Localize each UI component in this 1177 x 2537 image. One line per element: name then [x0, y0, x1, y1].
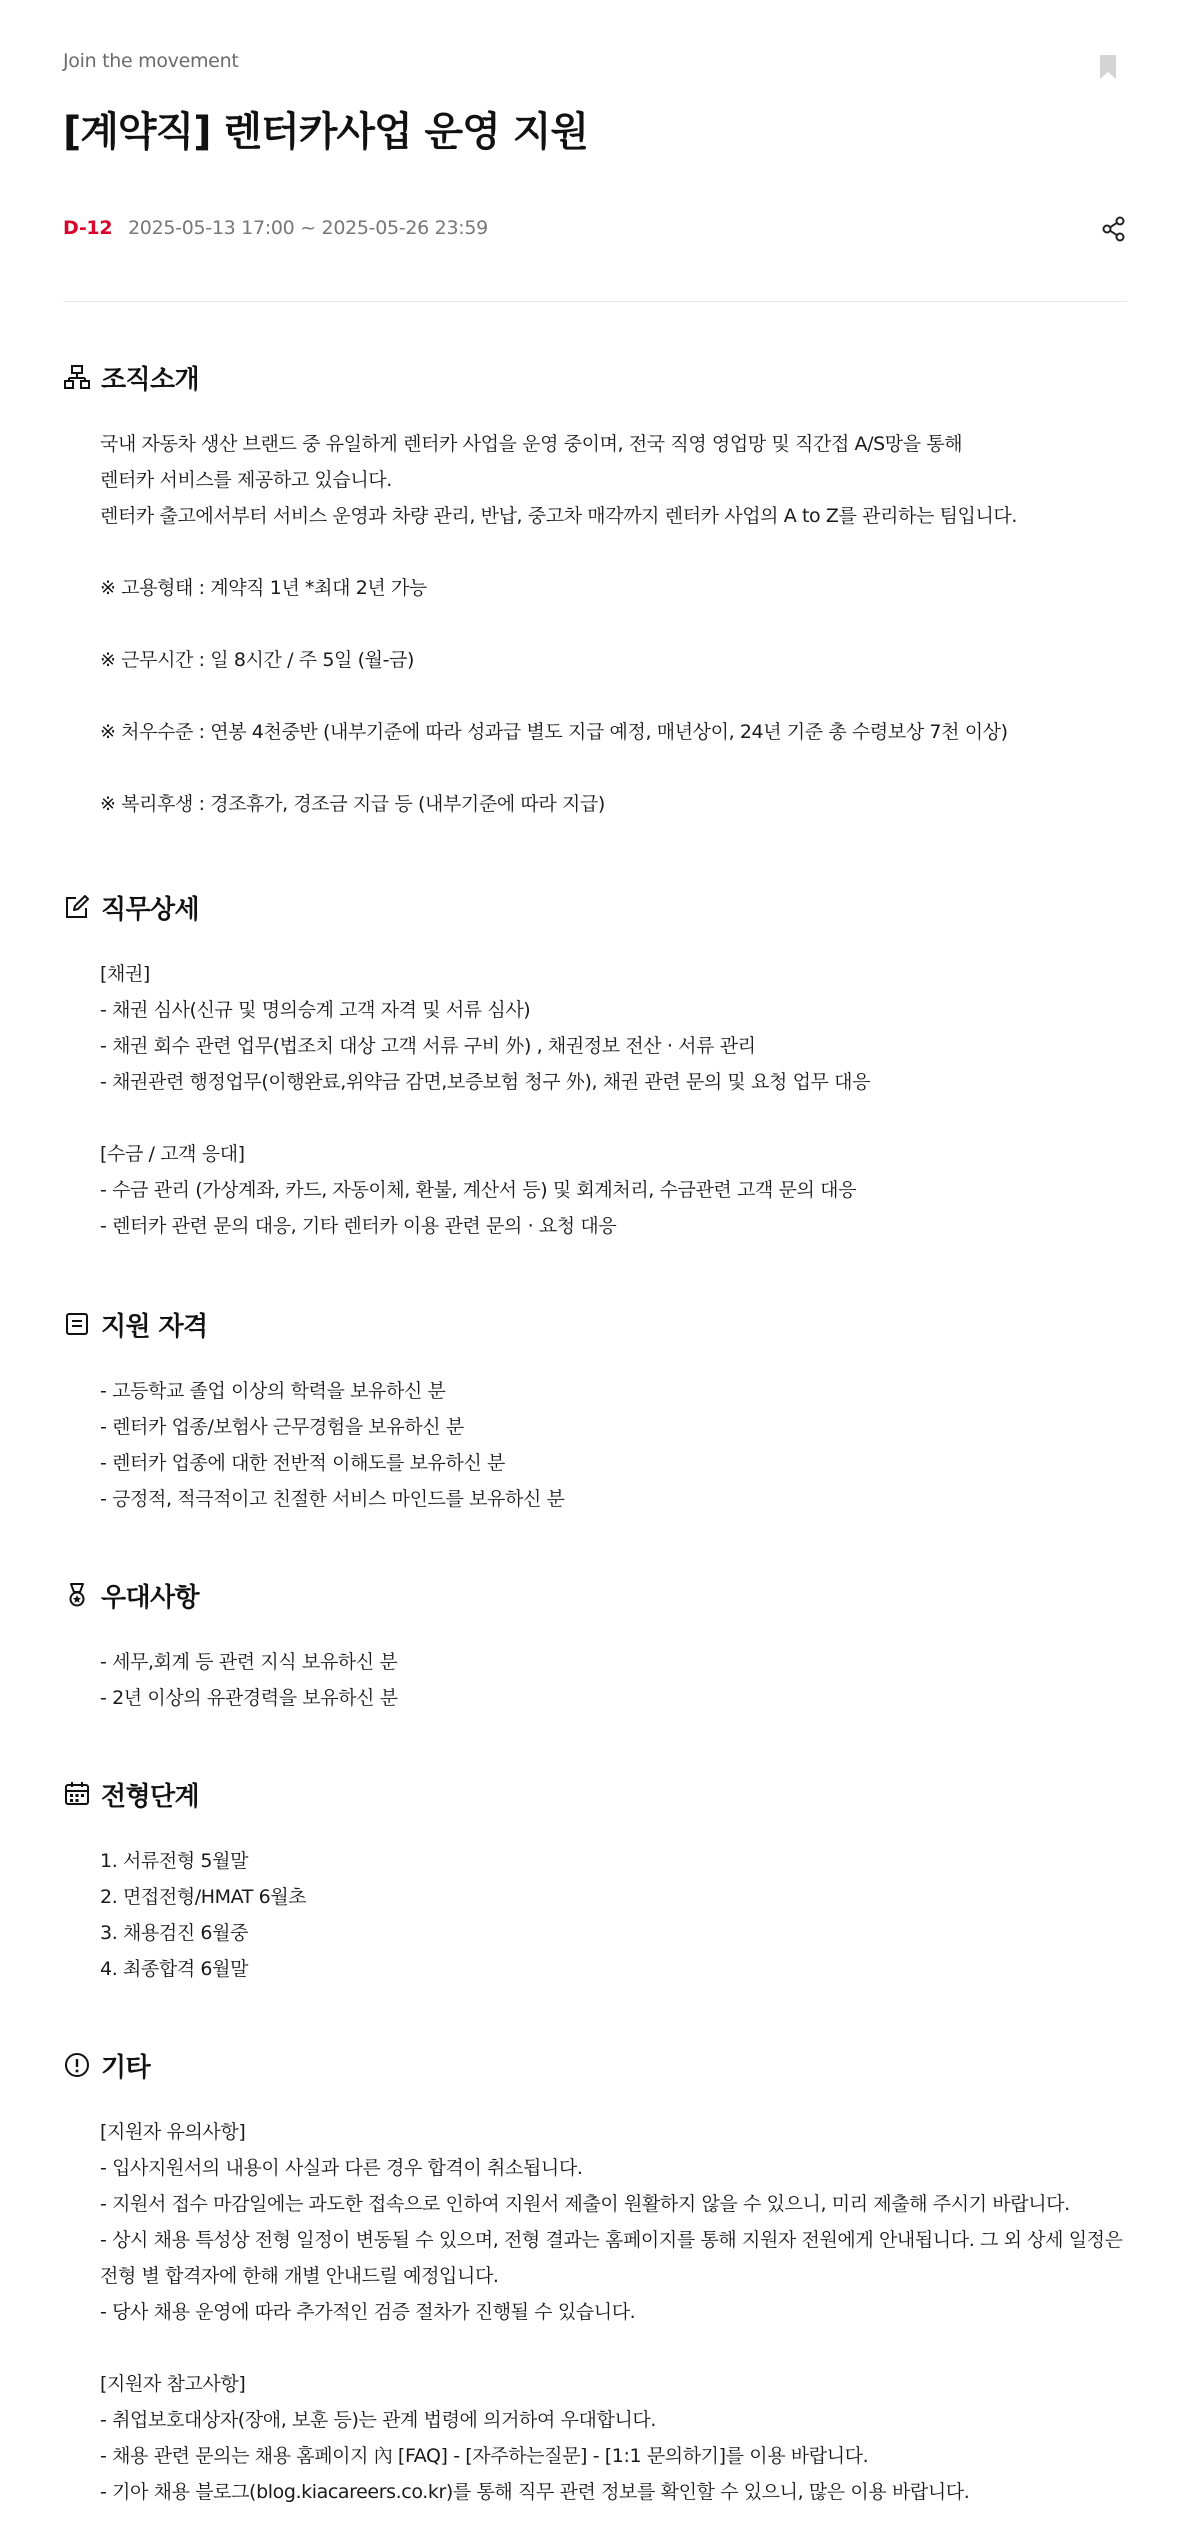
document-icon [63, 1310, 91, 1338]
edit-icon [63, 893, 91, 921]
step-item: 2. 면접전형/HMAT 6월초 [100, 1886, 307, 1908]
medal-icon [63, 1581, 91, 1609]
info-circle-icon [63, 2051, 91, 2079]
section-title: 전형단계 [101, 1781, 200, 1812]
body-line: [지원자 유의사항] [100, 2121, 246, 2143]
list-item: - 고등학교 졸업 이상의 학력을 보유하신 분 [100, 1380, 446, 1402]
body-line: - 당사 채용 운영에 따라 추가적인 검증 절차가 진행될 수 있습니다. [100, 2301, 636, 2323]
list-item: - 세무,회계 등 관련 지식 보유하신 분 [100, 1651, 398, 1673]
section-body [63, 1843, 1127, 1987]
section-title: 조직소개 [101, 364, 200, 395]
section-qualifications [63, 1307, 1127, 1517]
section-body [63, 1373, 1127, 1517]
section-body [63, 1644, 1127, 1716]
body-line: [채권] [100, 963, 150, 985]
section-preferences [63, 1578, 1127, 1716]
body-line: 렌터카 서비스를 제공하고 있습니다. [100, 469, 392, 491]
body-line: - 채용 관련 문의는 채용 홈페이지 內 [FAQ] - [자주하는질문] - [1:1 문의하기]를 이용 바랍니다. [100, 2445, 869, 2467]
section-title: 직무상세 [101, 894, 200, 925]
body-line: ※ 근무시간 : 일 8시간 / 주 5일 (월-금) [100, 649, 414, 671]
body-line: 전형 별 합격자에 한해 개별 안내드릴 예정입니다. [100, 2265, 499, 2287]
section-body [63, 2114, 1127, 2510]
list-item: - 2년 이상의 유관경력을 보유하신 분 [100, 1687, 398, 1709]
divider [63, 301, 1127, 302]
section-organization [63, 360, 1127, 822]
body-line: ※ 처우수준 : 연봉 4천중반 (내부기준에 따라 성과급 별도 지급 예정, 매년상이, 24년 기준 총 수령보상 7천 이상) [100, 721, 1008, 743]
body-line: [수금 / 고객 응대] [100, 1143, 245, 1165]
body-line: - 취업보호대상자(장애, 보훈 등)는 관계 법령에 의거하여 우대합니다. [100, 2409, 656, 2431]
section-body [63, 956, 1127, 1244]
page-title: [계약직] 렌터카사업 운영 지원 [63, 109, 589, 155]
body-line: [지원자 참고사항] [100, 2373, 246, 2395]
body-line: - 렌터카 관련 문의 대응, 기타 렌터카 이용 관련 문의 · 요청 대응 [100, 1215, 617, 1237]
section-body [63, 426, 1127, 822]
section-etc [63, 2048, 1127, 2510]
section-title: 우대사항 [101, 1582, 200, 1613]
body-line: - 채권 회수 관련 업무(법조치 대상 고객 서류 구비 外) , 채권정보 전산 · 서류 관리 [100, 1035, 756, 1057]
eyebrow-text: Join the movement [63, 50, 239, 72]
section-process [63, 1777, 1127, 1987]
list-item: - 렌터카 업종에 대한 전반적 이해도를 보유하신 분 [100, 1452, 506, 1474]
bookmark-icon[interactable] [1099, 54, 1117, 80]
body-line: - 채권관련 행정업무(이행완료,위약금 감면,보증보험 청구 外), 채권 관련 문의 및 요청 업무 대응 [100, 1071, 871, 1093]
section-title: 지원 자격 [101, 1311, 208, 1342]
body-line: 국내 자동차 생산 브랜드 중 유일하게 렌터카 사업을 운영 중이며, 전국 직영 영업망 및 직간접 A/S망을 통해 [100, 433, 963, 455]
calendar-icon [63, 1780, 91, 1808]
step-item: 4. 최종합격 6월말 [100, 1958, 249, 1980]
body-line: - 입사지원서의 내용이 사실과 다른 경우 합격이 취소됩니다. [100, 2157, 583, 2179]
body-line: - 상시 채용 특성상 전형 일정이 변동될 수 있으며, 전형 결과는 홈페이지를 통해 지원자 전원에게 안내됩니다. 그 외 상세 일정은 [100, 2229, 1123, 2251]
list-item: - 렌터카 업종/보험사 근무경험을 보유하신 분 [100, 1416, 464, 1438]
dday-badge: D-12 [63, 217, 113, 239]
body-line: - 지원서 접수 마감일에는 과도한 접속으로 인하여 지원서 제출이 원활하지 않을 수 있으니, 미리 제출해 주시기 바랍니다. [100, 2193, 1070, 2215]
step-item: 3. 채용검진 6월중 [100, 1922, 249, 1944]
body-line: - 수금 관리 (가상계좌, 카드, 자동이체, 환불, 계산서 등) 및 회계처리, 수금관련 고객 문의 대응 [100, 1179, 857, 1201]
share-icon[interactable] [1101, 215, 1127, 243]
section-job-detail [63, 890, 1127, 1244]
body-line: ※ 고용형태 : 계약직 1년 *최대 2년 가능 [100, 577, 427, 599]
body-line: - 채권 심사(신규 및 명의승계 고객 자격 및 서류 심사) [100, 999, 531, 1021]
org-chart-icon [63, 363, 91, 391]
section-title: 기타 [101, 2052, 151, 2083]
posting-period [63, 217, 488, 239]
body-line: ※ 복리후생 : 경조휴가, 경조금 지급 등 (내부기준에 따라 지급) [100, 793, 605, 815]
body-line: 렌터카 출고에서부터 서비스 운영과 차량 관리, 반납, 중고차 매각까지 렌터카 사업의 A to Z를 관리하는 팀입니다. [100, 505, 1018, 527]
period-text: 2025-05-13 17:00 ~ 2025-05-26 23:59 [128, 217, 488, 239]
step-item: 1. 서류전형 5월말 [100, 1850, 249, 1872]
body-line: - 기아 채용 블로그(blog.kiacareers.co.kr)를 통해 직무 관련 정보를 확인할 수 있으니, 많은 이용 바랍니다. [100, 2481, 970, 2503]
list-item: - 긍정적, 적극적이고 친절한 서비스 마인드를 보유하신 분 [100, 1488, 565, 1510]
